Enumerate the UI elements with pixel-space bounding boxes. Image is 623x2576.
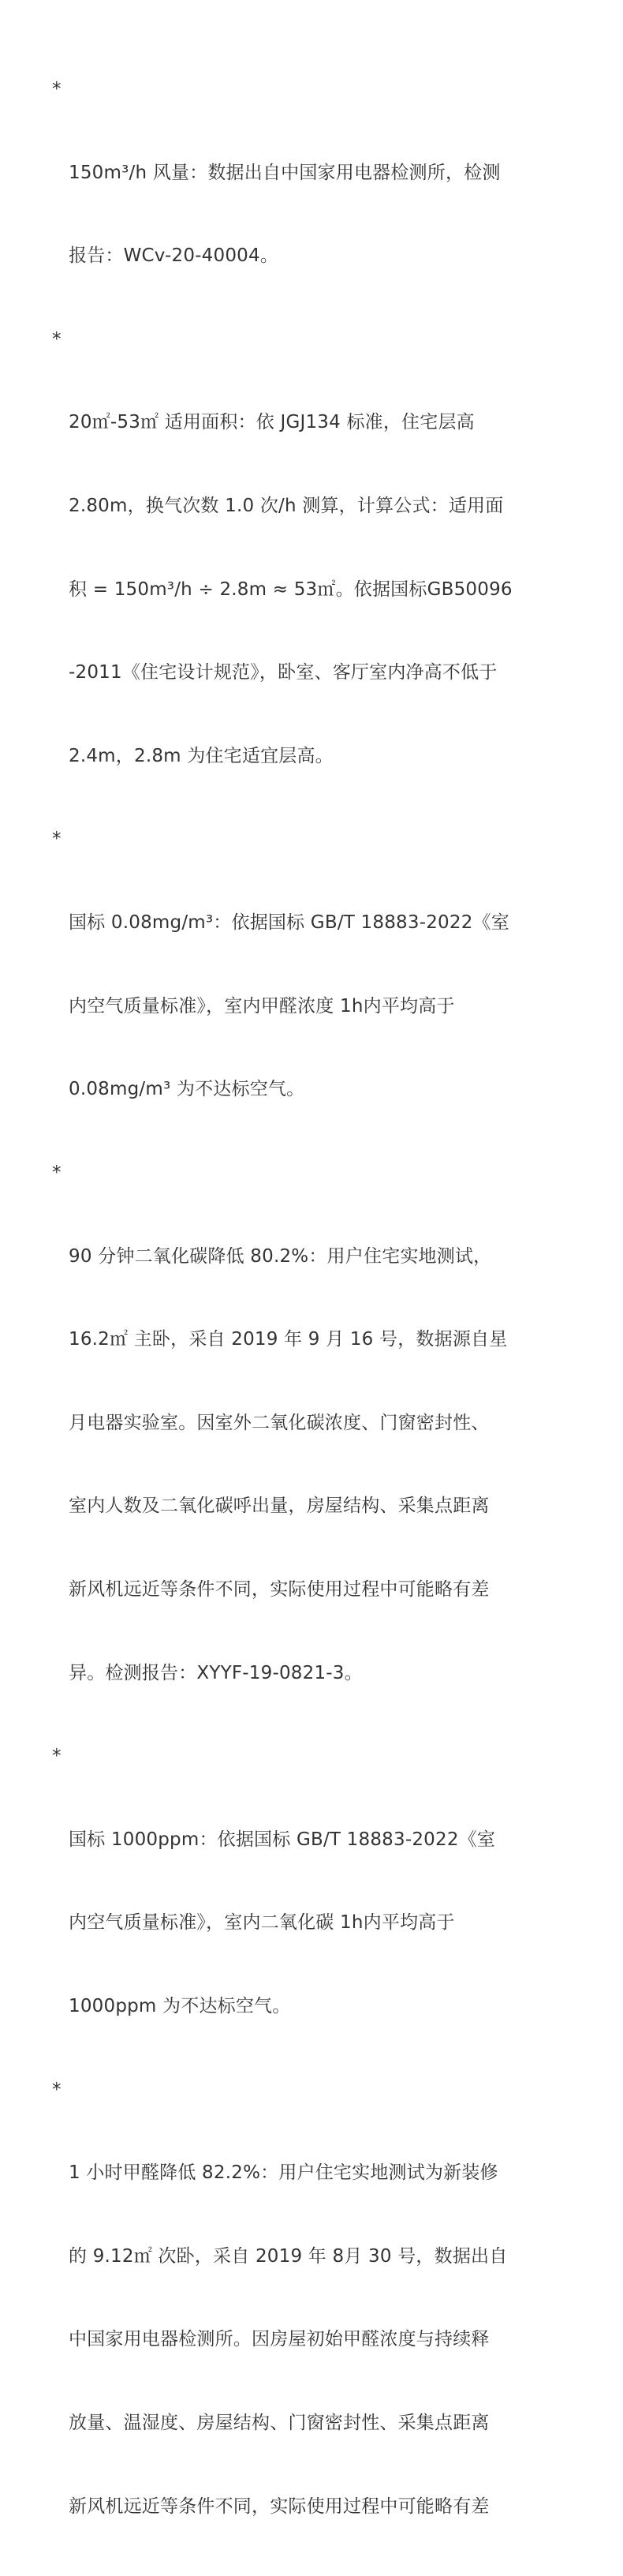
note-area — [52, 326, 565, 826]
note-co2-test — [52, 1159, 565, 1743]
note-line: 内空气质量标准》，室内甲醛浓度 1h内平均高于 — [69, 995, 455, 1017]
note-line: 放量、温湿度、房屋结构、门窗密封性、采集点距离 — [69, 2413, 490, 2434]
note-line: 90 分钟二氧化碳降低 80.2%：用户住宅实地测试， — [69, 1245, 492, 1267]
note-line: 150m³/h 风量：数据出自中国家用电器检测所，检测 — [69, 162, 501, 183]
note-line: 中国家用电器检测所。因房屋初始甲醛浓度与持续释 — [69, 2329, 490, 2350]
note-line: 新风机远近等条件不同，实际使用过程中可能略有差 — [69, 2496, 490, 2517]
note-line: 国标 1000ppm：依据国标 GB/T 18883-2022《室 — [69, 1829, 496, 1850]
note-line: 内空气质量标准》，室内二氧化碳 1h内平均高于 — [69, 1912, 455, 1934]
disclaimer-notes — [52, 76, 565, 2576]
note-line: 0.08mg/m³ 为不达标空气。 — [69, 1079, 305, 1100]
bullet-asterisk: * — [52, 328, 62, 350]
bullet-asterisk: * — [52, 2079, 62, 2100]
note-line: 20㎡-53㎡ 适用面积：依 JGJ134 标准，住宅层高 — [69, 412, 475, 433]
note-line: 16.2㎡ 主卧，采自 2019 年 9 月 16 号，数据源自星 — [69, 1329, 508, 1350]
note-line: 报告：WCv-20-40004。 — [69, 245, 279, 267]
note-line: 月电器实验室。因室外二氧化碳浓度、门窗密封性、 — [69, 1412, 490, 1433]
note-line: 积 = 150m³/h ÷ 2.8m ≈ 53㎡。依据国标GB50096 — [69, 578, 513, 600]
bullet-asterisk: * — [52, 1162, 62, 1183]
note-airflow — [52, 76, 565, 326]
note-formaldehyde-standard — [52, 826, 565, 1159]
note-co2-standard — [52, 1743, 565, 2076]
note-line: -2011《住宅设计规范》，卧室、客厅室内净高不低于 — [69, 662, 498, 683]
note-line: 2.80m，换气次数 1.0 次/h 测算，计算公式：适用面 — [69, 496, 504, 517]
note-line: 的 9.12㎡ 次卧，采自 2019 年 8月 30 号，数据出自 — [69, 2245, 508, 2267]
note-line: 新风机远近等条件不同，实际使用过程中可能略有差 — [69, 1578, 490, 1600]
note-line: 2.4m，2.8m 为住宅适宜层高。 — [69, 745, 334, 766]
bullet-asterisk: * — [52, 79, 62, 99]
note-line: 1 小时甲醛降低 82.2%：用户住宅实地测试为新装修 — [69, 2162, 498, 2184]
note-line: 室内人数及二氧化碳呼出量，房屋结构、采集点距离 — [69, 1496, 490, 1517]
note-formaldehyde-test — [52, 2076, 565, 2576]
note-line: 1000ppm 为不达标空气。 — [69, 1996, 291, 2017]
bullet-asterisk: * — [52, 829, 62, 850]
note-line: 异。检测报告：XYYF-19-0821-3。 — [69, 1662, 363, 1683]
bullet-asterisk: * — [52, 1746, 62, 1767]
note-line: 国标 0.08mg/m³：依据国标 GB/T 18883-2022《室 — [69, 912, 509, 934]
